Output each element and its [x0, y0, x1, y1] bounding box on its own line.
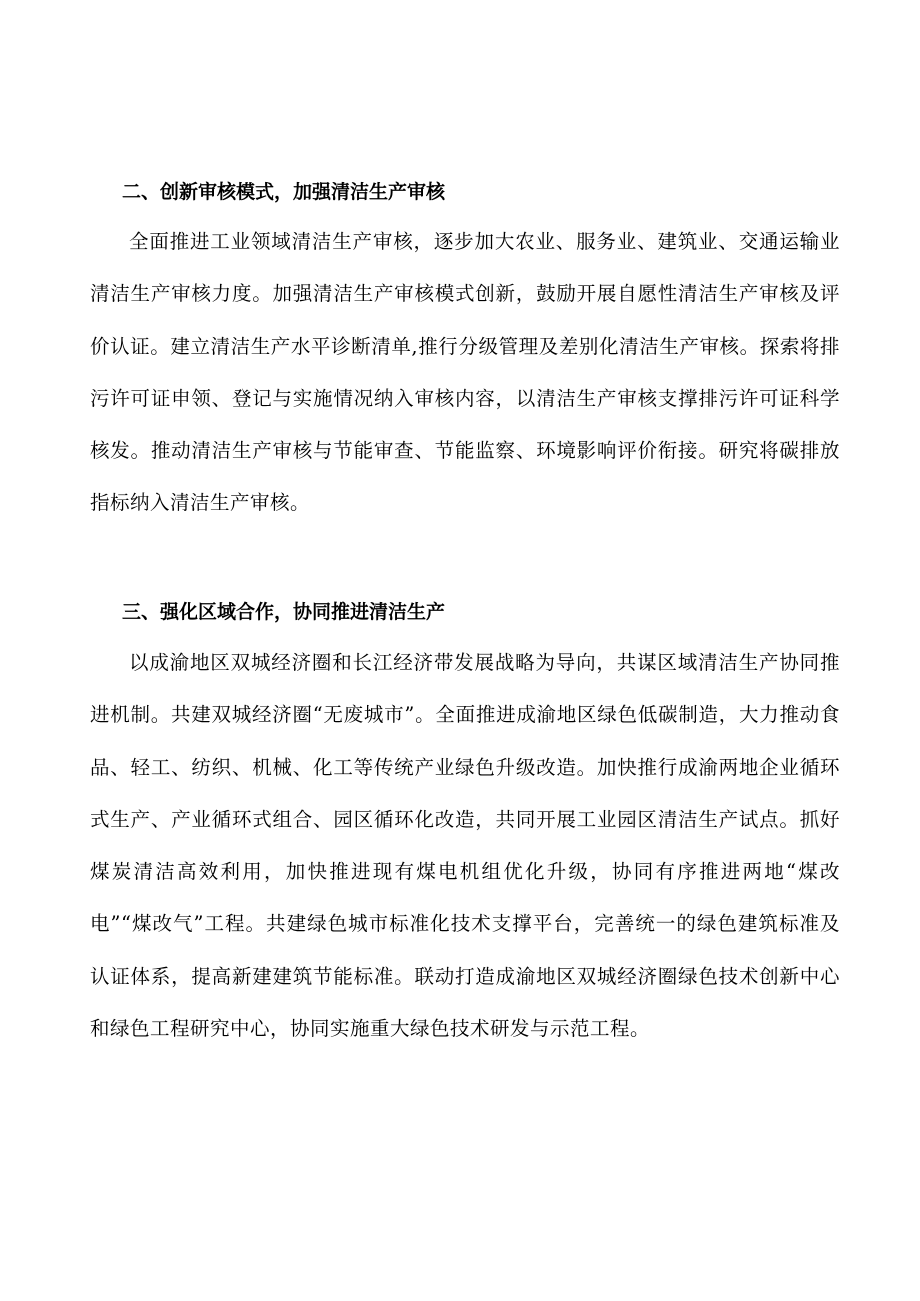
section-heading-2: 二、创新审核模式，加强清洁生产审核 — [122, 181, 446, 203]
section-heading-3: 三、强化区域合作，协同推进清洁生产 — [122, 601, 446, 623]
section-body-3: 以成渝地区双城经济圈和长江经济带发展战略为导向，共谋区域清洁生产协同推进机制。共建双城经济圈“无废城市”。全面推进成渝地区绿色低碳制造，大力推动食品、轻工、纺织、机械、化工等传统产业绿色升级改造。加快推行成渝两地企业循环式生产、产业循环式组合、园区循环化改造，共同开展工业园区清洁生产试点。抓好煤炭清洁高效利用，加快推进现有煤电机组优化升级，协同有序推进两地“煤改电”“煤改气”工程。共建绿色城市标准化技术支撑平台，完善统一的绿色建筑标准及认证体系，提高新建建筑节能标准。联动打造成渝地区双城经济圈绿色技术创新中心和绿色工程研究中心，协同实施重大绿色技术研发与示范工程。 — [90, 651, 840, 1041]
section-body-2: 全面推进工业领域清洁生产审核，逐步加大农业、服务业、建筑业、交通运输业清洁生产审核力度。加强清洁生产审核模式创新，鼓励开展自愿性清洁生产审核及评价认证。建立清洁生产水平诊断清单,推行分级管理及差别化清洁生产审核。探索将排污许可证申领、登记与实施情况纳入审核内容，以清洁生产审核支撑排污许可证科学核发。推动清洁生产审核与节能审查、节能监察、环境影响评价衔接。研究将碳排放指标纳入清洁生产审核。 — [90, 230, 840, 515]
